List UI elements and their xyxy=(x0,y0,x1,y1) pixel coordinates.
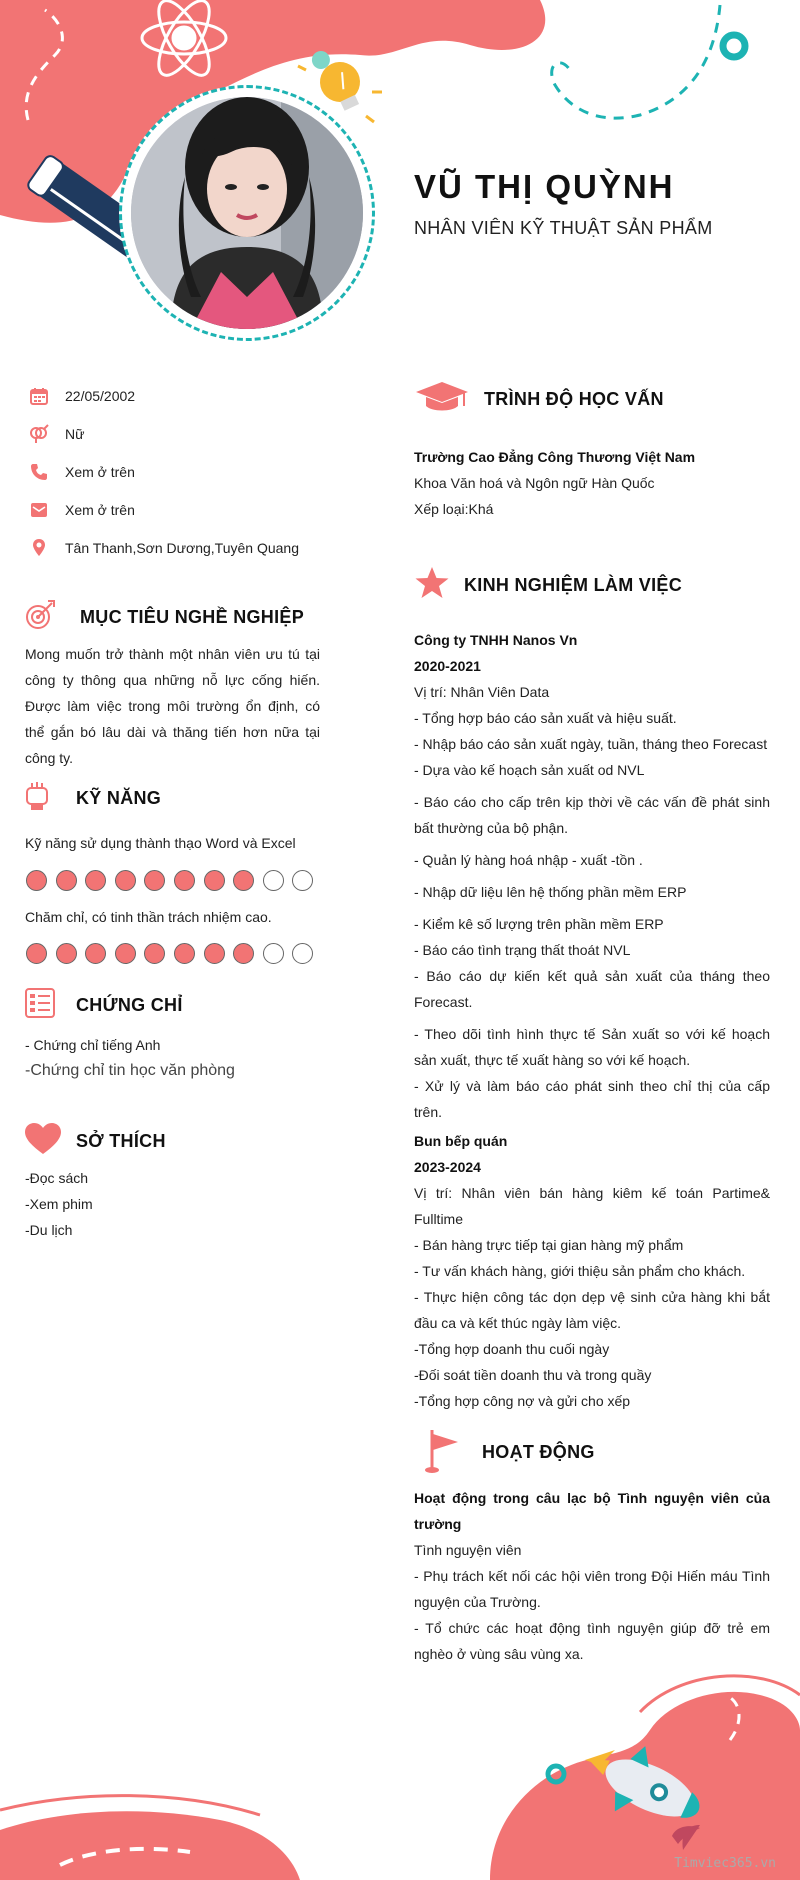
experience-header xyxy=(414,566,682,605)
job-period: 2020-2021 xyxy=(414,658,481,674)
rating-dot-filled xyxy=(144,870,165,891)
duty-item: - Kiểm kê số lượng trên phần mềm ERP xyxy=(414,916,664,932)
rating-dot-filled xyxy=(26,943,47,964)
activity-org: Hoạt động trong câu lạc bộ Tình nguyện viên của trường xyxy=(414,1490,770,1532)
full-name: VŨ THỊ QUỲNH xyxy=(414,168,675,205)
experience-job-1 xyxy=(414,627,770,1125)
experience-job-2 xyxy=(414,1128,770,1414)
hobby-item: -Du lịch xyxy=(25,1222,73,1238)
rating-dot-filled xyxy=(174,870,195,891)
info-phone xyxy=(28,462,135,482)
fist-icon xyxy=(24,780,50,817)
avatar-photo xyxy=(131,97,363,329)
duty-item: - Tổng hợp báo cáo sản xuất và hiệu suất. xyxy=(414,710,677,726)
info-gender xyxy=(28,424,84,444)
rating-dot-filled xyxy=(56,870,77,891)
hobby-item: -Xem phim xyxy=(25,1196,93,1212)
duty-item: - Xử lý và làm báo cáo phát sinh theo chỉ thị của cấp trên. xyxy=(414,1078,770,1120)
gender-icon xyxy=(28,424,50,444)
duty-item: -Tổng hợp công nợ và gửi cho xếp xyxy=(414,1393,631,1409)
footer-decoration xyxy=(0,1640,800,1880)
hobby-item: -Đọc sách xyxy=(25,1170,89,1186)
info-address xyxy=(28,538,299,558)
rating-dot-filled xyxy=(204,870,225,891)
duty-item: - Dựa vào kế hoạch sản xuất od NVL xyxy=(414,762,645,778)
activity-item: - Phụ trách kết nối các hội viên trong Đội Hiến máu Tình nguyện của Trường. xyxy=(414,1568,770,1610)
certificates-title: CHỨNG CHỈ xyxy=(76,995,183,1015)
avatar xyxy=(119,85,375,341)
rating-dot-filled xyxy=(144,943,165,964)
rating-dot-empty xyxy=(263,943,284,964)
education-header xyxy=(414,380,664,419)
objective-header xyxy=(24,599,304,636)
skill-1-rating xyxy=(26,870,322,891)
experience-title: KINH NGHIỆM LÀM VIỆC xyxy=(464,575,683,595)
duty-item: - Nhập báo cáo sản xuất ngày, tuần, tháng theo Forecast xyxy=(414,736,768,752)
job-position: Vị trí: Nhân viên bán hàng kiêm kế toán Partime& Fulltime xyxy=(414,1185,770,1227)
job-position: Vị trí: Nhân Viên Data xyxy=(414,684,550,700)
certificate-item: -Chứng chỉ tin học văn phòng xyxy=(25,1062,235,1079)
rating-dot-empty xyxy=(263,870,284,891)
checklist-icon xyxy=(24,988,56,1023)
email-icon xyxy=(28,500,50,520)
watermark: Timviec365.vn xyxy=(674,1856,776,1871)
education-body xyxy=(414,444,770,522)
skill-2-name: Chăm chỉ, có tinh thần trách nhiệm cao. xyxy=(25,909,272,925)
hobbies-title: SỞ THÍCH xyxy=(76,1131,166,1151)
rating-dot-filled xyxy=(233,870,254,891)
rating-dot-empty xyxy=(292,943,313,964)
info-email xyxy=(28,500,135,520)
info-birthday xyxy=(28,386,135,406)
activities-header xyxy=(424,1426,595,1479)
skills-header xyxy=(24,780,161,817)
phone-value: Xem ở trên xyxy=(65,464,135,480)
duty-item: - Nhập dữ liệu lên hệ thống phần mềm ERP xyxy=(414,884,687,900)
star-icon xyxy=(414,566,450,605)
activities-title: HOẠT ĐỘNG xyxy=(482,1442,595,1462)
activity-item: - Tổ chức các hoạt động tình nguyện giúp đỡ trẻ em nghèo ở vùng sâu vùng xa. xyxy=(414,1620,770,1662)
duty-item: - Theo dõi tình hình thực tế Sản xuất so với kế hoạch sản xuất, thực tế xuất hàng so với kế hoạch. xyxy=(414,1026,770,1068)
certificates-header xyxy=(24,988,183,1023)
header-decoration xyxy=(0,0,800,360)
skills-title: KỸ NĂNG xyxy=(76,788,162,808)
skill-2-rating xyxy=(26,943,322,964)
rating-dot-filled xyxy=(26,870,47,891)
objective-title: MỤC TIÊU NGHỀ NGHIỆP xyxy=(80,607,305,627)
duty-item: - Bán hàng trực tiếp tại gian hàng mỹ phẩm xyxy=(414,1237,684,1253)
rating-dot-filled xyxy=(56,943,77,964)
certificate-item: - Chứng chỉ tiếng Anh xyxy=(25,1037,161,1053)
rating-dot-filled xyxy=(233,943,254,964)
skill-1-name: Kỹ năng sử dụng thành thạo Word và Excel xyxy=(25,835,296,851)
major: Khoa Văn hoá và Ngôn ngữ Hàn Quốc xyxy=(414,475,655,491)
rating-dot-filled xyxy=(174,943,195,964)
phone-icon xyxy=(28,462,50,482)
location-pin-icon xyxy=(28,538,50,558)
duty-item: -Tổng hợp doanh thu cuối ngày xyxy=(414,1341,610,1357)
address-value: Tân Thanh,Sơn Dương,Tuyên Quang xyxy=(65,540,299,556)
duty-item: - Quản lý hàng hoá nhập - xuất -tồn . xyxy=(414,852,643,868)
company-name: Bun bếp quán xyxy=(414,1133,508,1149)
rating-dot-empty xyxy=(292,870,313,891)
duty-item: - Báo cáo tình trạng thất thoát NVL xyxy=(414,942,631,958)
objective-text: Mong muốn trở thành một nhân viên ưu tú tại công ty thông qua những nỗ lực cống hiến. Được làm việc trong môi trường ổn định, có thể gắn bó lâu dài và thăng tiến hơn nữa tại công ty. xyxy=(25,646,320,766)
rating-dot-filled xyxy=(85,943,106,964)
duty-item: - Báo cáo cho cấp trên kịp thời về các vấn đề phát sinh bất thường của bộ phận. xyxy=(414,794,770,836)
heart-icon xyxy=(24,1122,62,1161)
birthday-value: 22/05/2002 xyxy=(65,388,136,404)
hobbies-header xyxy=(24,1122,166,1161)
activity-role: Tình nguyện viên xyxy=(414,1542,522,1558)
grade: Xếp loại:Khá xyxy=(414,501,494,517)
flag-icon xyxy=(424,1426,462,1479)
gender-value: Nữ xyxy=(65,426,85,442)
rating-dot-filled xyxy=(85,870,106,891)
rating-dot-filled xyxy=(115,870,136,891)
rating-dot-filled xyxy=(115,943,136,964)
duty-item: -Đối soát tiền doanh thu và trong quầy xyxy=(414,1367,652,1383)
job-period: 2023-2024 xyxy=(414,1159,481,1175)
email-value: Xem ở trên xyxy=(65,502,135,518)
job-title: NHÂN VIÊN KỸ THUẬT SẢN PHẨM xyxy=(414,218,713,238)
education-title: TRÌNH ĐỘ HỌC VẤN xyxy=(484,389,664,409)
duty-item: - Báo cáo dự kiến kết quả sản xuất của tháng theo Forecast. xyxy=(414,968,770,1010)
duty-item: - Thực hiện công tác dọn dẹp vệ sinh cửa hàng khi bắt đầu ca và kết thúc ngày làm việc. xyxy=(414,1289,770,1331)
duty-item: - Tư vấn khách hàng, giới thiệu sản phẩm cho khách. xyxy=(414,1263,746,1279)
calendar-icon xyxy=(28,386,50,406)
rating-dot-filled xyxy=(204,943,225,964)
company-name: Công ty TNHH Nanos Vn xyxy=(414,632,578,648)
graduation-cap-icon xyxy=(414,380,470,419)
school-name: Trường Cao Đẳng Công Thương Việt Nam xyxy=(414,449,696,465)
target-icon xyxy=(24,599,56,636)
